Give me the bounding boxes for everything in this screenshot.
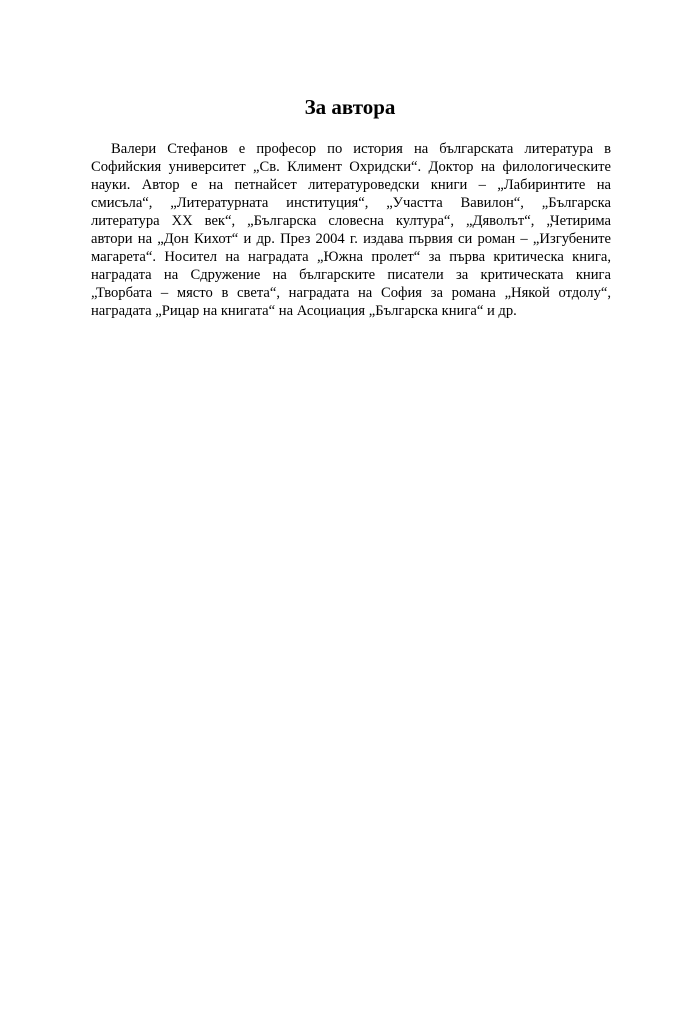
paragraph-line: автори на „Дон Кихот“ и др. През 2004 г. издава първия си роман – „Изгубените [91, 231, 611, 247]
paragraph-line: литература XX век“, „Българска словесна култура“, „Дяволът“, „Четирима [91, 213, 611, 229]
paragraph-line: наградата на Сдружение на българските писатели за критическата книга [91, 267, 611, 283]
paragraph-line: Валери Стефанов е професор по история на българската литература в [111, 141, 611, 157]
paragraph-line: наградата „Рицар на книгата“ на Асоциация „Българска книга“ и др. [91, 303, 517, 319]
paragraph-line: науки. Автор е на петнайсет литературоведски книги – „Лабиринтите на [91, 177, 611, 193]
author-bio-paragraph [91, 140, 611, 320]
paragraph-line: „Творбата – място в света“, наградата на София за романа „Някой отдолу“, [91, 285, 611, 301]
paragraph-line: смисъла“, „Литературната институция“, „Участта Вавилон“, „Българска [91, 195, 611, 211]
paragraph-line: магарета“. Носител на наградата „Южна пролет“ за първа критическа книга, [91, 249, 611, 265]
paragraph-line: Софийския университет „Св. Климент Охридски“. Доктор на филологическите [91, 159, 611, 175]
page-title: За автора [304, 95, 396, 119]
